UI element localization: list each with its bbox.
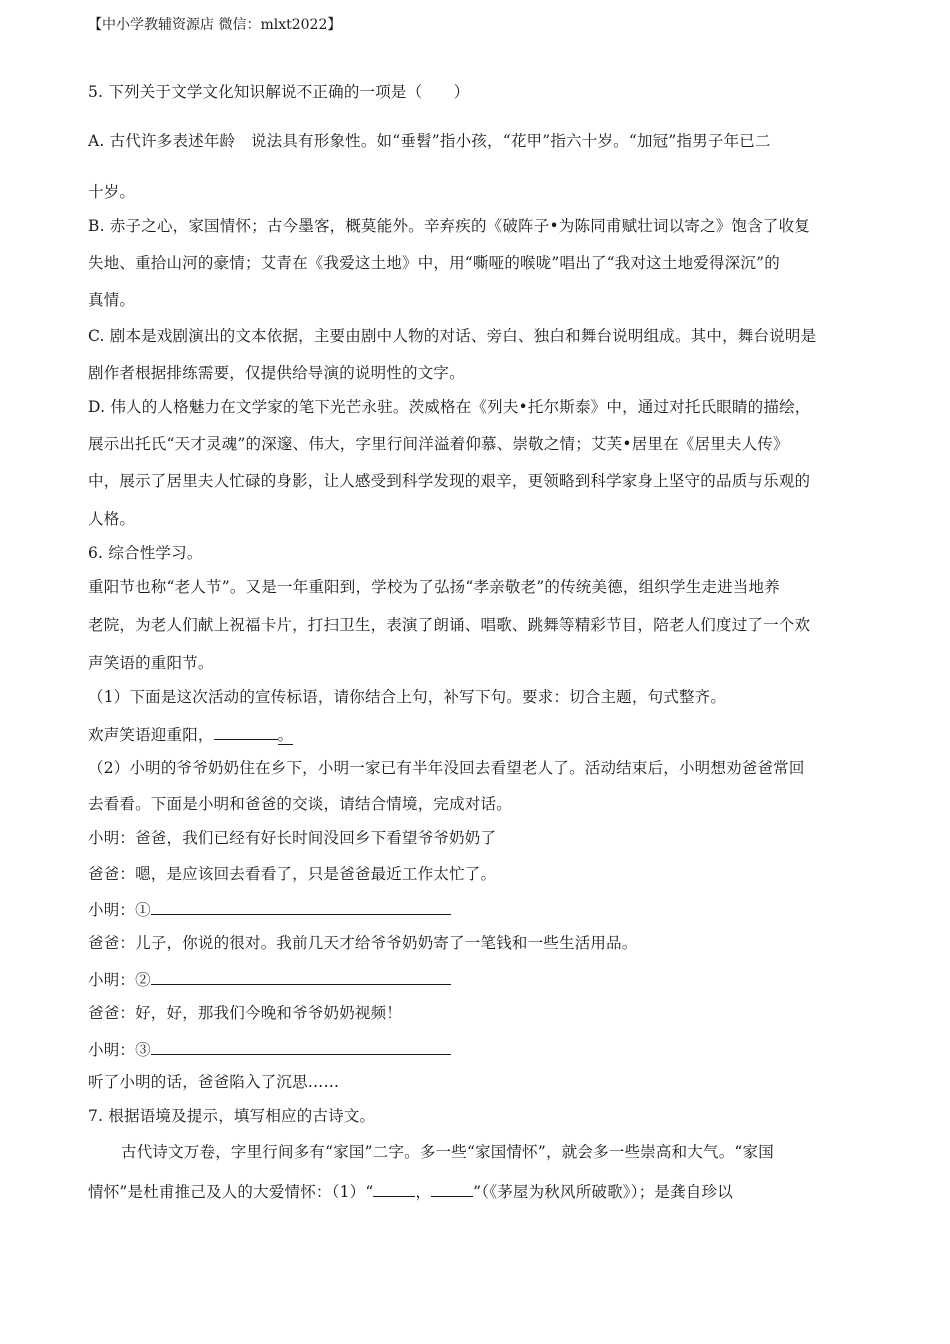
slogan-answer-blank[interactable] xyxy=(214,723,278,740)
q7-paragraph-line2 xyxy=(88,1180,863,1202)
poem-blank-1[interactable] xyxy=(373,1180,415,1197)
q6-part2-prompt-line2: 去看看。下面是小明和爸爸的交谈，请结合情境，完成对话。 xyxy=(88,795,512,813)
q6-intro-line1: 重阳节也称“老人节”。又是一年重阳到，学校为了弘扬“孝亲敬老”的传统美德，组织学生走进当地养 xyxy=(88,578,780,596)
xiaoming-label-1: 小明：① xyxy=(88,901,151,919)
answer-blank-2[interactable] xyxy=(151,968,451,985)
q5-option-a-line1: A. 古代许多表述年龄 说法具有形象性。如“垂髫”指小孩，“花甲”指六十岁。“加冠”指男子年已二 xyxy=(88,132,771,150)
slogan-prefix: 欢声笑语迎重阳， xyxy=(88,726,214,744)
q7-paragraph-line1: 古代诗文万卷，字里行间多有“家国”二字。多一些“家国情怀”，就会多一些崇高和大气。“家国 xyxy=(121,1143,774,1161)
poem-blank-2[interactable] xyxy=(431,1180,473,1197)
answer-blank-1[interactable] xyxy=(151,898,451,915)
dialog-ending: 听了小明的话，爸爸陷入了沉思…… xyxy=(88,1073,340,1091)
page-header: 【中小学教辅资源店 微信：mlxt2022】 xyxy=(88,17,342,33)
dialog-dad-2: 爸爸：儿子，你说的很对。我前几天才给爷爷奶奶寄了一笔钱和一些生活用品。 xyxy=(88,934,638,952)
q5-option-b-line2: 失地、重拾山河的豪情；艾青在《我爱这土地》中，用“嘶哑的喉咙”唱出了“我对这土地爱得深沉”的 xyxy=(88,254,780,272)
q5-option-b-line1: B. 赤子之心，家国情怀；古今墨客，概莫能外。辛弃疾的《破阵子•为陈同甫赋壮词以寄之》饱含了收复 xyxy=(88,217,810,235)
dialog-xiaoming-answer-2 xyxy=(88,968,863,990)
q6-title: 6. 综合性学习。 xyxy=(88,544,203,562)
q6-intro-line2: 老院，为老人们献上祝福卡片，打扫卫生，表演了朗诵、唱歌、跳舞等精彩节目，陪老人们度过了一个欢 xyxy=(88,616,811,634)
dialog-dad-3: 爸爸：好，好，那我们今晚和爷爷奶奶视频！ xyxy=(88,1004,403,1022)
answer-blank-3[interactable] xyxy=(151,1038,451,1055)
dialog-dad-1: 爸爸：嗯，是应该回去看看了，只是爸爸最近工作太忙了。 xyxy=(88,865,497,883)
q7-text-a: 情怀”是杜甫推己及人的大爱情怀：（1）“ xyxy=(88,1183,374,1201)
q5-option-b-line3: 真情。 xyxy=(88,291,136,309)
q7-sep: ， xyxy=(415,1183,432,1201)
q5-title: 5. 下列关于文学文化知识解说不正确的一项是（ ） xyxy=(88,83,470,101)
q5-option-d-line3: 中，展示了居里夫人忙碌的身影，让人感受到科学发现的艰辛，更领略到科学家身上坚守的品质与乐观的 xyxy=(88,472,811,490)
q6-slogan-line xyxy=(88,723,863,745)
xiaoming-label-3: 小明：③ xyxy=(88,1041,151,1059)
dialog-xiaoming-answer-3 xyxy=(88,1038,863,1060)
slogan-suffix: 。 xyxy=(277,726,294,744)
dialog-xiaoming-answer-1 xyxy=(88,898,863,920)
q7-title: 7. 根据语境及提示，填写相应的古诗文。 xyxy=(88,1107,376,1125)
q6-part2-prompt-line1: （2）小明的爷爷奶奶住在乡下，小明一家已有半年没回去看望老人了。活动结束后，小明想劝爸爸常回 xyxy=(88,759,805,777)
dialog-xiaoming-1: 小明：爸爸，我们已经有好长时间没回乡下看望爷爷奶奶了 xyxy=(88,829,497,847)
q6-part1-prompt: （1）下面是这次活动的宣传标语，请你结合上句，补写下句。要求：切合主题，句式整齐。 xyxy=(88,688,727,706)
xiaoming-label-2: 小明：② xyxy=(88,971,151,989)
q5-option-a-line2: 十岁。 xyxy=(88,183,136,201)
q5-option-c-line2: 剧作者根据排练需要，仅提供给导演的说明性的文字。 xyxy=(88,364,465,382)
q7-text-b: ”（《茅屋为秋风所破歌》）；是龚自珍以 xyxy=(473,1183,733,1201)
q5-option-d-line4: 人格。 xyxy=(88,510,136,528)
q5-option-d-line1: D. 伟人的人格魅力在文学家的笔下光芒永驻。茨威格在《列夫•托尔斯泰》中，通过对托氏眼睛的描绘， xyxy=(88,398,811,416)
q5-option-d-line2: 展示出托氏“天才灵魂”的深邃、伟大，字里行间洋溢着仰慕、崇敬之情；艾芙•居里在《居里夫人传》 xyxy=(88,435,789,453)
q5-option-c-line1: C. 剧本是戏剧演出的文本依据，主要由剧中人物的对话、旁白、独白和舞台说明组成。其中，舞台说明是 xyxy=(88,327,817,345)
q6-intro-line3: 声笑语的重阳节。 xyxy=(88,654,214,672)
